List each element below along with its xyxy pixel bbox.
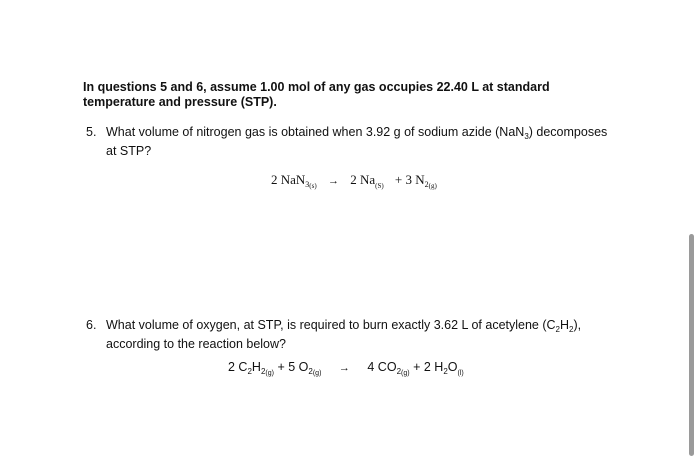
reaction-arrow: →	[327, 175, 339, 187]
instructions	[83, 80, 643, 110]
reaction-arrow: →	[338, 362, 350, 374]
question-5-text	[106, 125, 607, 159]
instructions-line-1: In questions 5 and 6, assume 1.00 mol of any gas occupies 22.40 L at standard	[83, 80, 550, 94]
instructions-line-2: temperature and pressure (STP).	[83, 95, 277, 109]
question-6-text	[106, 318, 581, 352]
question-5-line-2: at STP?	[106, 144, 152, 158]
question-6-number: 6.	[86, 318, 97, 332]
question-6-line-2: according to the reaction below?	[106, 337, 286, 351]
question-5-number: 5.	[86, 125, 97, 139]
question-5-line-1: What volume of nitrogen gas is obtained when 3.92 g of sodium azide (NaN$_3$) decomposes	[106, 125, 608, 141]
question-6-equation: 2 $C_2H_{2(g)} + 5$ $O_{2(g)} \to 4$ $CO_{2(g)} + 2$ $H_2O_{(l)}$	[228, 360, 464, 377]
vertical-scrollbar[interactable]	[689, 234, 694, 456]
question-6-line-1: What volume of oxygen, at STP, is required to burn exactly 3.62 L of acetylene $(C_2H_2)$,	[106, 318, 582, 334]
question-5-equation: 2 NaN$_{3(s)}$ → 2 $Na_{(S)} + 3$ $N_{2(g)}$	[271, 172, 437, 190]
